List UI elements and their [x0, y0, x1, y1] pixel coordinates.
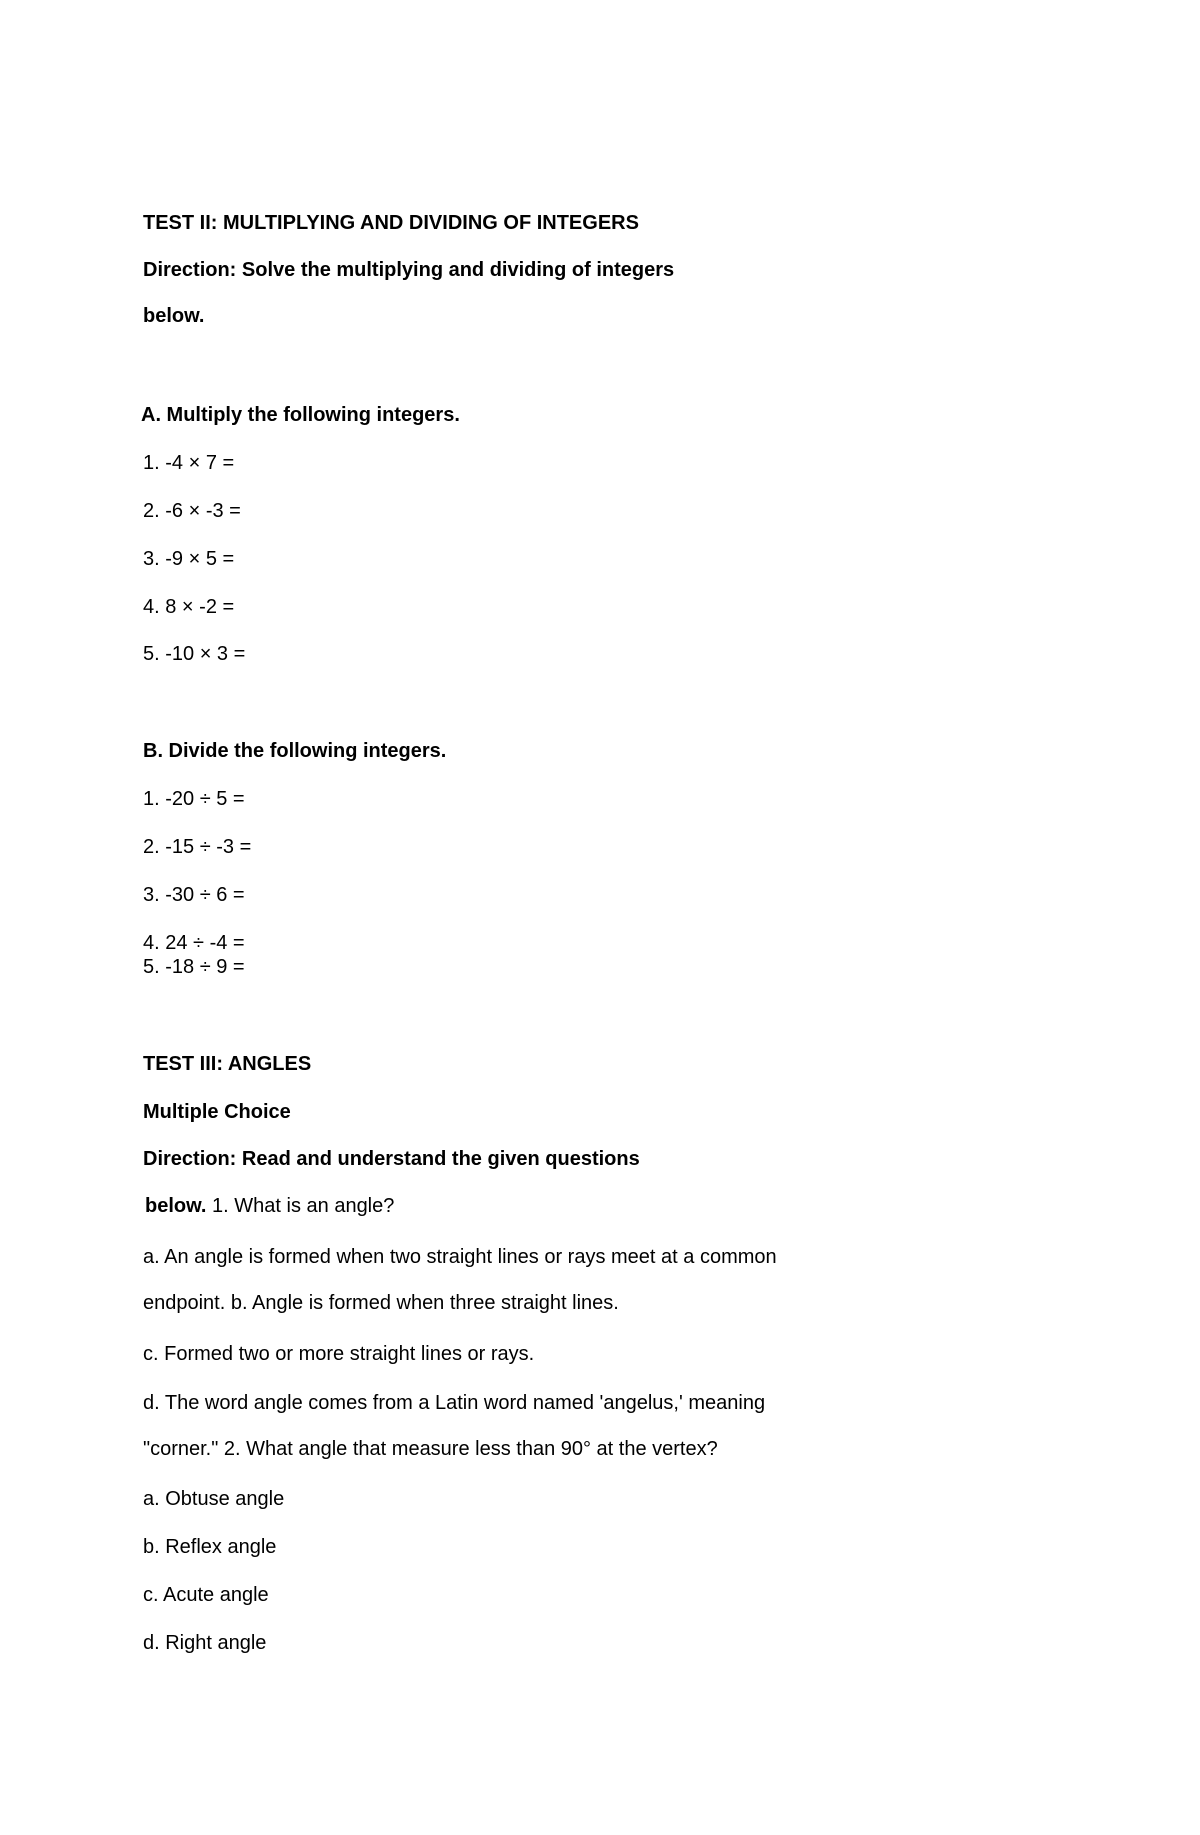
q2-option: a. Obtuse angle — [143, 1488, 285, 1510]
section-a-item: 1. -4 × 7 = — [143, 452, 235, 474]
q1-option-a-line1: a. An angle is formed when two straight lines or rays meet at a common — [143, 1246, 777, 1268]
test2-title: TEST II: MULTIPLYING AND DIVIDING OF INTEGERS — [143, 212, 639, 234]
test3-subtitle: Multiple Choice — [143, 1101, 291, 1123]
q2-option: b. Reflex angle — [143, 1536, 277, 1558]
test2-direction-line2: below. — [143, 305, 205, 327]
q1-option-c: c. Formed two or more straight lines or rays. — [143, 1343, 535, 1365]
q2-option: d. Right angle — [143, 1632, 267, 1654]
section-a-item: 3. -9 × 5 = — [143, 548, 235, 570]
q1-option-a-line2: endpoint. b. Angle is formed when three straight lines. — [143, 1292, 619, 1314]
q2-option: c. Acute angle — [143, 1584, 269, 1606]
section-a-item: 2. -6 × -3 = — [143, 500, 241, 522]
q1-option-d-line2: "corner." 2. What angle that measure less than 90° at the vertex? — [143, 1438, 718, 1460]
test2-direction-line1: Direction: Solve the multiplying and dividing of integers — [143, 259, 675, 281]
section-b-heading: B. Divide the following integers. — [143, 740, 447, 762]
test3-title: TEST III: ANGLES — [143, 1053, 312, 1075]
section-b-item: 5. -18 ÷ 9 = — [143, 956, 245, 978]
section-b-item: 4. 24 ÷ -4 = — [143, 932, 245, 954]
section-b-item: 1. -20 ÷ 5 = — [143, 788, 245, 810]
section-a-item: 4. 8 × -2 = — [143, 596, 235, 618]
test3-direction-line1: Direction: Read and understand the given questions — [143, 1148, 640, 1170]
test3-direction-below: below. — [145, 1195, 207, 1217]
test3-direction-line2 — [145, 1194, 394, 1218]
section-b-item: 3. -30 ÷ 6 = — [143, 884, 245, 906]
question-1-text: 1. What is an angle? — [206, 1195, 395, 1217]
section-a-heading: A. Multiply the following integers. — [141, 404, 460, 426]
q1-option-d-line1: d. The word angle comes from a Latin word named 'angelus,' meaning — [143, 1392, 766, 1414]
section-a-item: 5. -10 × 3 = — [143, 643, 246, 665]
section-b-item: 2. -15 ÷ -3 = — [143, 836, 252, 858]
